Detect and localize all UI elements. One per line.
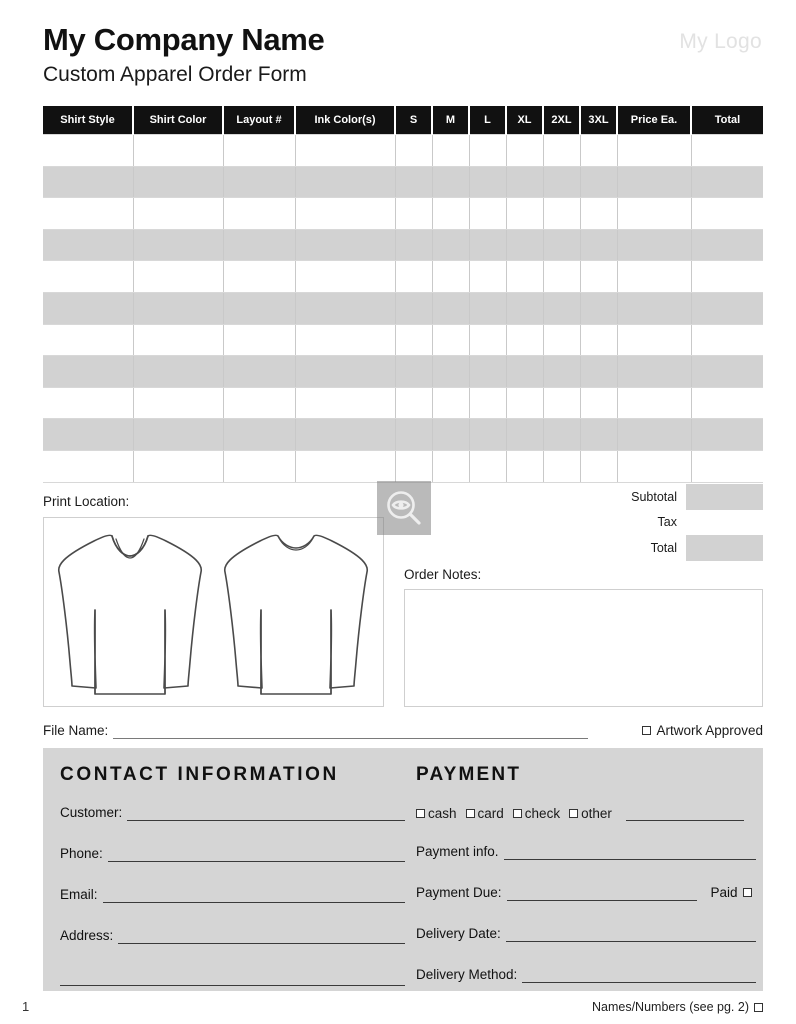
table-row: [43, 166, 763, 198]
table-cell[interactable]: [223, 356, 295, 388]
table-cell[interactable]: [295, 419, 395, 451]
file-name-input[interactable]: [113, 724, 588, 739]
col-size-m: M: [432, 106, 469, 135]
table-cell[interactable]: [223, 261, 295, 293]
table-cell[interactable]: [223, 198, 295, 230]
table-cell[interactable]: [617, 387, 691, 419]
payment-method-cash[interactable]: [416, 806, 457, 821]
table-cell[interactable]: [133, 324, 223, 356]
table-cell[interactable]: [506, 198, 543, 230]
total-value[interactable]: [686, 535, 763, 561]
delivery-method-label: Delivery Method:: [416, 967, 518, 982]
payment-method-card[interactable]: [466, 806, 504, 821]
delivery-date-input[interactable]: [506, 927, 756, 942]
payment-due-label: Payment Due:: [416, 885, 502, 900]
table-cell[interactable]: [295, 166, 395, 198]
cash-checkbox[interactable]: [416, 809, 425, 818]
table-cell[interactable]: [506, 324, 543, 356]
table-cell[interactable]: [691, 292, 763, 324]
table-cell[interactable]: [295, 261, 395, 293]
check-checkbox[interactable]: [513, 809, 522, 818]
table-cell[interactable]: [133, 135, 223, 167]
delivery-date-row: [416, 926, 756, 942]
table-cell[interactable]: [506, 419, 543, 451]
table-cell[interactable]: [617, 261, 691, 293]
names-numbers-label: Names/Numbers (see pg. 2): [591, 1000, 749, 1014]
order-notes-input[interactable]: [404, 589, 763, 707]
form-subtitle: Custom Apparel Order Form: [43, 63, 307, 86]
table-cell[interactable]: [506, 450, 543, 482]
table-row: [43, 135, 763, 167]
table-cell[interactable]: [506, 135, 543, 167]
table-cell[interactable]: [580, 135, 617, 167]
order-notes-label: Order Notes:: [404, 567, 482, 582]
table-cell[interactable]: [617, 292, 691, 324]
table-cell[interactable]: [432, 356, 469, 388]
payment-other-input[interactable]: [626, 806, 744, 821]
table-cell[interactable]: [691, 229, 763, 261]
table-cell[interactable]: [43, 229, 133, 261]
names-numbers-group[interactable]: [592, 1000, 763, 1014]
table-cell[interactable]: [223, 324, 295, 356]
table-row: [43, 387, 763, 419]
table-cell[interactable]: [617, 356, 691, 388]
table-cell[interactable]: [543, 292, 580, 324]
table-cell[interactable]: [469, 135, 506, 167]
other-label: other: [581, 806, 612, 821]
tax-label: Tax: [657, 515, 677, 530]
tax-row: [560, 510, 763, 536]
col-price-each: Price Ea.: [617, 106, 691, 135]
table-cell[interactable]: [432, 324, 469, 356]
payment-section-heading: PAYMENT: [416, 764, 522, 785]
table-cell[interactable]: [432, 261, 469, 293]
file-name-row: [43, 719, 763, 739]
contact-information-section: [60, 748, 405, 986]
logo-placeholder[interactable]: My Logo: [679, 30, 762, 53]
address-field-row: [60, 928, 405, 944]
table-cell[interactable]: [506, 387, 543, 419]
table-cell[interactable]: [580, 166, 617, 198]
phone-label: Phone:: [60, 846, 103, 861]
table-cell[interactable]: [295, 356, 395, 388]
table-cell[interactable]: [133, 261, 223, 293]
payment-method-check[interactable]: [513, 806, 560, 821]
table-row: [43, 356, 763, 388]
table-cell[interactable]: [43, 387, 133, 419]
table-cell[interactable]: [469, 387, 506, 419]
table-cell[interactable]: [580, 324, 617, 356]
table-cell[interactable]: [506, 261, 543, 293]
table-cell[interactable]: [395, 166, 432, 198]
table-cell[interactable]: [43, 450, 133, 482]
table-cell[interactable]: [580, 419, 617, 451]
table-cell[interactable]: [223, 229, 295, 261]
col-size-3xl: 3XL: [580, 106, 617, 135]
total-row: [560, 535, 763, 561]
payment-section: [416, 748, 756, 983]
col-shirt-style: Shirt Style: [43, 106, 133, 135]
table-cell[interactable]: [469, 419, 506, 451]
table-cell[interactable]: [295, 324, 395, 356]
table-cell[interactable]: [543, 324, 580, 356]
table-cell[interactable]: [432, 292, 469, 324]
table-cell[interactable]: [543, 356, 580, 388]
table-cell[interactable]: [543, 387, 580, 419]
table-cell[interactable]: [432, 387, 469, 419]
table-cell[interactable]: [432, 166, 469, 198]
card-checkbox[interactable]: [466, 809, 475, 818]
table-cell[interactable]: [432, 419, 469, 451]
table-cell[interactable]: [133, 450, 223, 482]
subtotal-label: Subtotal: [631, 489, 677, 504]
shirt-back-illustration: [216, 522, 376, 702]
card-label: card: [477, 806, 504, 821]
table-row: [43, 229, 763, 261]
col-size-2xl: 2XL: [543, 106, 580, 135]
table-cell[interactable]: [617, 419, 691, 451]
table-cell[interactable]: [580, 387, 617, 419]
table-cell[interactable]: [617, 450, 691, 482]
table-cell[interactable]: [691, 261, 763, 293]
table-cell[interactable]: [395, 324, 432, 356]
table-cell[interactable]: [617, 198, 691, 230]
col-size-l: L: [469, 106, 506, 135]
table-row: [43, 324, 763, 356]
payment-info-input[interactable]: [504, 845, 756, 860]
table-cell[interactable]: [133, 419, 223, 451]
table-cell[interactable]: [395, 229, 432, 261]
bottom-info-panel: [43, 748, 763, 991]
table-cell[interactable]: [43, 198, 133, 230]
payment-due-row: [416, 885, 756, 901]
payment-info-row: [416, 844, 756, 860]
table-cell[interactable]: [432, 135, 469, 167]
table-cell[interactable]: [295, 135, 395, 167]
shirt-front-illustration: [50, 522, 210, 702]
table-cell[interactable]: [580, 292, 617, 324]
print-location-label: Print Location:: [43, 494, 130, 509]
table-cell[interactable]: [223, 387, 295, 419]
col-layout-num: Layout #: [223, 106, 295, 135]
delivery-date-label: Delivery Date:: [416, 926, 501, 941]
table-cell[interactable]: [506, 292, 543, 324]
table-cell[interactable]: [469, 450, 506, 482]
address-continuation-input[interactable]: [60, 971, 405, 986]
cash-label: cash: [428, 806, 457, 821]
table-cell[interactable]: [506, 166, 543, 198]
table-cell[interactable]: [295, 198, 395, 230]
company-name: My Company Name: [43, 22, 325, 57]
table-cell[interactable]: [295, 292, 395, 324]
table-cell[interactable]: [617, 135, 691, 167]
table-cell[interactable]: [691, 450, 763, 482]
table-cell[interactable]: [223, 135, 295, 167]
table-cell[interactable]: [223, 166, 295, 198]
email-label: Email:: [60, 887, 98, 902]
table-row: [43, 292, 763, 324]
table-cell[interactable]: [395, 135, 432, 167]
table-cell[interactable]: [543, 450, 580, 482]
table-cell[interactable]: [617, 324, 691, 356]
subtotal-row: [560, 484, 763, 510]
phone-field-row: [60, 846, 405, 862]
contact-section-heading: CONTACT INFORMATION: [60, 764, 339, 785]
table-cell[interactable]: [133, 356, 223, 388]
table-row: [43, 261, 763, 293]
artwork-approved-checkbox[interactable]: [642, 726, 651, 735]
table-cell[interactable]: [395, 387, 432, 419]
artwork-approved-group[interactable]: [642, 723, 763, 739]
table-row: [43, 198, 763, 230]
table-cell[interactable]: [617, 166, 691, 198]
table-cell[interactable]: [295, 229, 395, 261]
paid-checkbox[interactable]: [743, 888, 752, 897]
file-name-label: File Name:: [43, 723, 109, 738]
paid-label: Paid: [710, 885, 738, 900]
table-row: [43, 450, 763, 482]
table-cell[interactable]: [395, 198, 432, 230]
payment-due-input[interactable]: [507, 886, 697, 901]
table-cell[interactable]: [691, 198, 763, 230]
table-cell[interactable]: [469, 229, 506, 261]
order-items-table: [43, 106, 763, 483]
table-header-row: [43, 106, 763, 135]
table-cell[interactable]: [543, 261, 580, 293]
table-cell[interactable]: [223, 450, 295, 482]
table-cell[interactable]: [43, 419, 133, 451]
table-row: [43, 419, 763, 451]
other-checkbox[interactable]: [569, 809, 578, 818]
table-cell[interactable]: [691, 166, 763, 198]
table-cell[interactable]: [691, 135, 763, 167]
col-shirt-color: Shirt Color: [133, 106, 223, 135]
table-cell[interactable]: [133, 229, 223, 261]
table-cell[interactable]: [223, 292, 295, 324]
table-cell[interactable]: [469, 261, 506, 293]
table-cell[interactable]: [617, 229, 691, 261]
phone-input[interactable]: [108, 847, 405, 862]
table-cell[interactable]: [432, 229, 469, 261]
address-input[interactable]: [118, 929, 405, 944]
table-cell[interactable]: [133, 292, 223, 324]
table-cell[interactable]: [133, 198, 223, 230]
subtotal-value[interactable]: [686, 484, 763, 510]
table-cell[interactable]: [133, 166, 223, 198]
payment-methods-group: [416, 806, 756, 821]
table-cell[interactable]: [469, 324, 506, 356]
customer-field-row: [60, 805, 405, 821]
table-cell[interactable]: [295, 450, 395, 482]
magnifier-eye-icon: [384, 488, 424, 528]
table-cell[interactable]: [469, 198, 506, 230]
email-input[interactable]: [103, 888, 405, 903]
table-cell[interactable]: [43, 166, 133, 198]
table-cell[interactable]: [43, 292, 133, 324]
table-cell[interactable]: [580, 356, 617, 388]
print-location-artwork-box[interactable]: [43, 517, 384, 707]
check-label: check: [524, 806, 561, 821]
payment-info-label: Payment info.: [416, 844, 499, 859]
table-cell[interactable]: [395, 419, 432, 451]
table-cell[interactable]: [543, 229, 580, 261]
table-cell[interactable]: [432, 198, 469, 230]
table-cell[interactable]: [43, 261, 133, 293]
table-cell[interactable]: [395, 450, 432, 482]
table-cell[interactable]: [395, 261, 432, 293]
table-cell[interactable]: [395, 356, 432, 388]
table-cell[interactable]: [469, 292, 506, 324]
table-cell[interactable]: [133, 387, 223, 419]
table-cell[interactable]: [469, 166, 506, 198]
col-total: Total: [691, 106, 763, 135]
address-label: Address:: [60, 928, 114, 943]
table-cell[interactable]: [395, 292, 432, 324]
table-cell[interactable]: [543, 166, 580, 198]
totals-block: [560, 484, 763, 561]
order-table-body: [43, 135, 763, 483]
email-field-row: [60, 887, 405, 903]
total-label: Total: [650, 540, 677, 555]
table-cell[interactable]: [43, 324, 133, 356]
col-ink-colors: Ink Color(s): [295, 106, 395, 135]
names-numbers-checkbox[interactable]: [754, 1003, 763, 1012]
address-continuation-row: [60, 971, 405, 986]
customer-label: Customer:: [60, 805, 123, 820]
col-size-xl: XL: [506, 106, 543, 135]
table-cell[interactable]: [580, 261, 617, 293]
preview-overlay[interactable]: [377, 481, 431, 535]
table-cell[interactable]: [432, 450, 469, 482]
col-size-s: S: [395, 106, 432, 135]
table-cell[interactable]: [580, 198, 617, 230]
customer-input[interactable]: [127, 806, 405, 821]
table-cell[interactable]: [469, 356, 506, 388]
payment-method-other[interactable]: [569, 806, 612, 821]
table-cell[interactable]: [543, 135, 580, 167]
table-cell[interactable]: [506, 229, 543, 261]
table-cell[interactable]: [691, 419, 763, 451]
table-cell[interactable]: [43, 135, 133, 167]
tax-value[interactable]: [686, 510, 763, 536]
table-cell[interactable]: [691, 324, 763, 356]
table-cell[interactable]: [691, 387, 763, 419]
delivery-method-row: [416, 967, 756, 983]
page-number: 1: [22, 999, 30, 1014]
artwork-approved-label: Artwork Approved: [656, 723, 763, 738]
delivery-method-input[interactable]: [522, 968, 756, 983]
table-cell[interactable]: [580, 229, 617, 261]
table-cell[interactable]: [691, 356, 763, 388]
table-cell[interactable]: [580, 450, 617, 482]
table-cell[interactable]: [223, 419, 295, 451]
paid-group[interactable]: [711, 885, 752, 901]
table-cell[interactable]: [506, 356, 543, 388]
form-header: [43, 22, 763, 100]
table-cell[interactable]: [43, 356, 133, 388]
table-cell[interactable]: [295, 387, 395, 419]
table-cell[interactable]: [543, 419, 580, 451]
table-cell[interactable]: [543, 198, 580, 230]
